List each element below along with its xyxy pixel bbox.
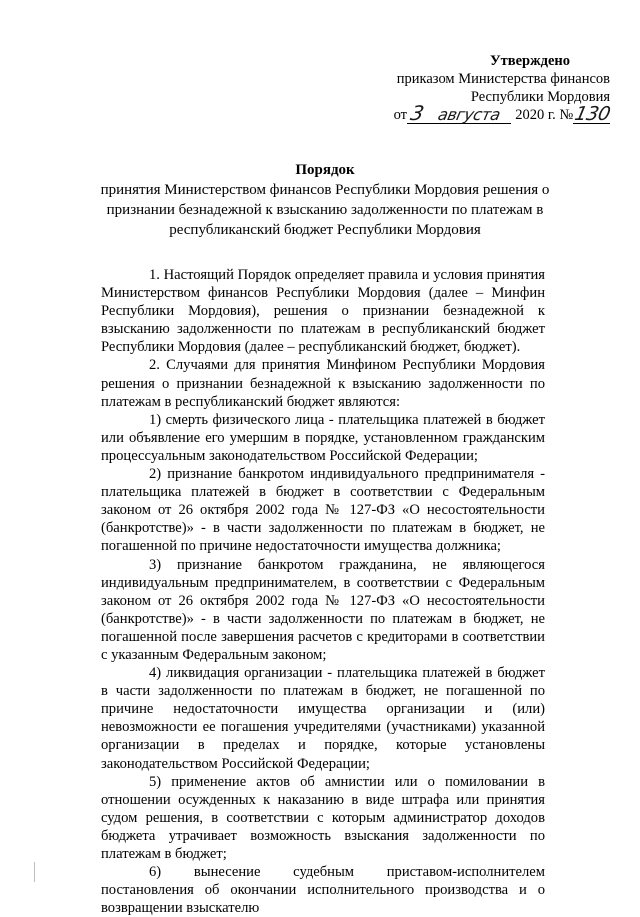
paragraph-2-item-5: 5) применение актов об амнистии или о помиловании в отношении осужденных к наказанию в виде штрафа или принятия судом решения, в соответствии с которым администратор доходов бюджета утрачивает возможность взыскания задолженности по платежам в бюджет; (101, 773, 545, 862)
paragraph-1: 1. Настоящий Порядок определяет правила и условия принятия Министерством финансов Республики Мордовия (далее – Минфин Республики Мордовия), решения о признании безнадежной к взысканию задолженности по платежам в республиканский бюджет Республики Мордовия (далее – республиканский бюджет, бюджет). (101, 267, 545, 356)
paragraph-2-item-3: 3) признание банкротом гражданина, не являющегося индивидуальным предпринимателем, в соответствии с Федеральным законом от 26 октября 2002 года № 127-ФЗ «О несостоятельности (банкротстве)» - в части задолженности по платежам в бюджет, не погашенной после завершения расчетов с кредиторами в соответствии с указанным Федеральным законом; (101, 556, 545, 663)
handwritten-order-number: 130 (572, 103, 613, 125)
date-prefix: от (393, 107, 407, 123)
date-year: 2020 г. № (515, 107, 574, 123)
paragraph-2: 2. Случаями для принятия Минфином Республики Мордовия решения о признании безнадежной к взысканию задолженности по платежам в республиканский бюджет являются: (101, 357, 545, 410)
approval-heading: Утверждено (490, 53, 570, 69)
document-subtitle: принятия Министерством финансов Республики Мордовия решения о признании безнадежной к взысканию задолженности по платежам в республиканский бюджет Республики Мордовия (100, 182, 550, 238)
approval-line-1: приказом Министерства финансов (396, 71, 610, 87)
date-month-field (427, 105, 511, 124)
paragraph-2-item-4: 4) ликвидация организации - плательщика платежей в бюджет в части задолженности по платежам в бюджет, не погашенной по причине недостаточности имущества организации и (или) невозможности ее погашения учредителями (участниками) указанной организации в пределах и порядке, которые установлены законодательством Российской Федерации; (101, 665, 545, 772)
document-title: Порядок (295, 162, 355, 178)
approval-line-2: Республики Мордовия (470, 89, 610, 105)
document-body (101, 266, 545, 917)
order-number-field (572, 103, 613, 125)
scan-margin-mark (34, 862, 35, 882)
paragraph-2-item-1: 1) смерть физического лица - плательщика платежей в бюджет или объявление его умершим в порядке, установленном гражданским процессуальным законодательством Российской Федерации; (101, 411, 545, 464)
paragraph-2-item-6: 6) вынесение судебным приставом-исполнителем постановления об окончании исполнительного производства и о возвращении взыскателю (101, 864, 545, 917)
paragraph-2-item-2: 2) признание банкротом индивидуального предпринимателя - плательщика платежей в бюджет в соответствии с Федеральным законом от 26 октября 2002 года № 127-ФЗ «О несостоятельности (банкротстве)» - в части задолженности по платежам в бюджет, не погашенной по причине недостаточности имущества должника; (101, 466, 545, 555)
approval-stamp (350, 52, 613, 125)
handwritten-day: 3 (408, 101, 426, 125)
approval-date-line (350, 101, 613, 125)
handwritten-month: августа (436, 105, 503, 124)
date-day-field (407, 101, 427, 125)
